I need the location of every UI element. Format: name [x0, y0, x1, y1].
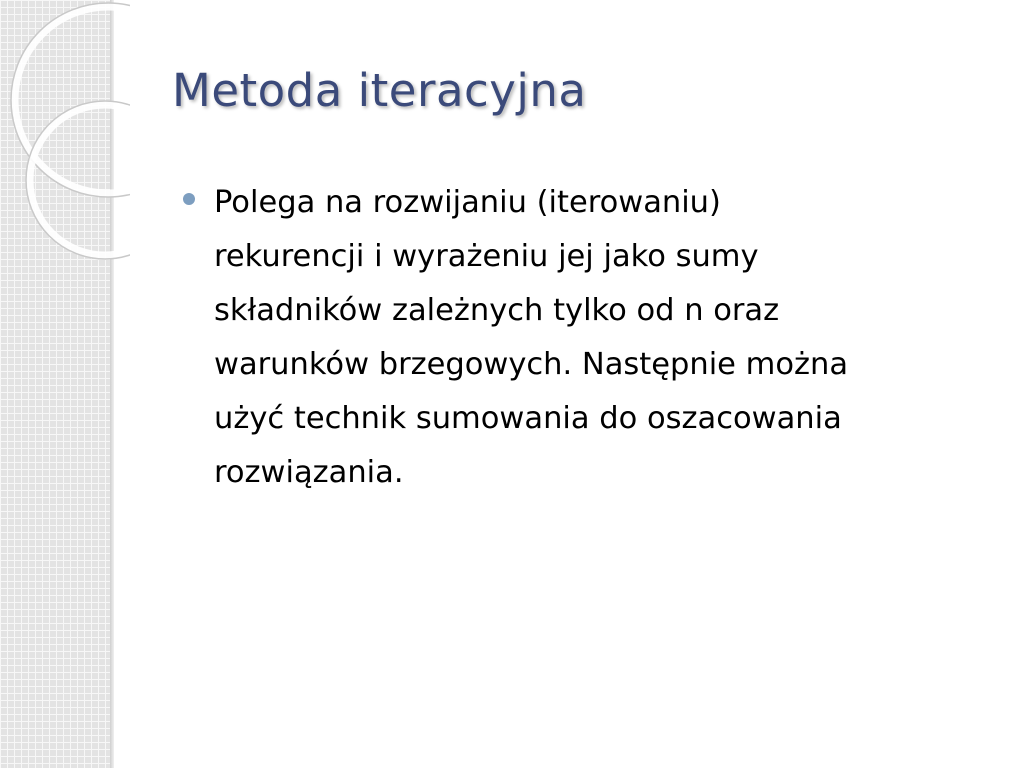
decorative-circles	[0, 0, 130, 260]
bullet-dot-icon	[183, 193, 195, 205]
bullet-list	[180, 176, 980, 500]
bullet-line: rozwiązania.	[214, 455, 404, 490]
bullet-line: składników zależnych tylko od n oraz	[214, 293, 780, 328]
bullet-item	[180, 176, 980, 500]
bullet-line: Polega na rozwijaniu (iterowaniu)	[214, 185, 721, 220]
decorative-circle-small-outline	[26, 101, 130, 259]
bullet-line: użyć technik sumowania do oszacowania	[214, 401, 842, 436]
bullet-line: warunków brzegowych. Następnie można	[214, 347, 849, 382]
slide-title: Metoda iteracyjna	[172, 64, 587, 117]
bullet-line: rekurencji i wyrażeniu jej jako sumy	[214, 239, 759, 274]
bullet-text	[214, 176, 980, 500]
